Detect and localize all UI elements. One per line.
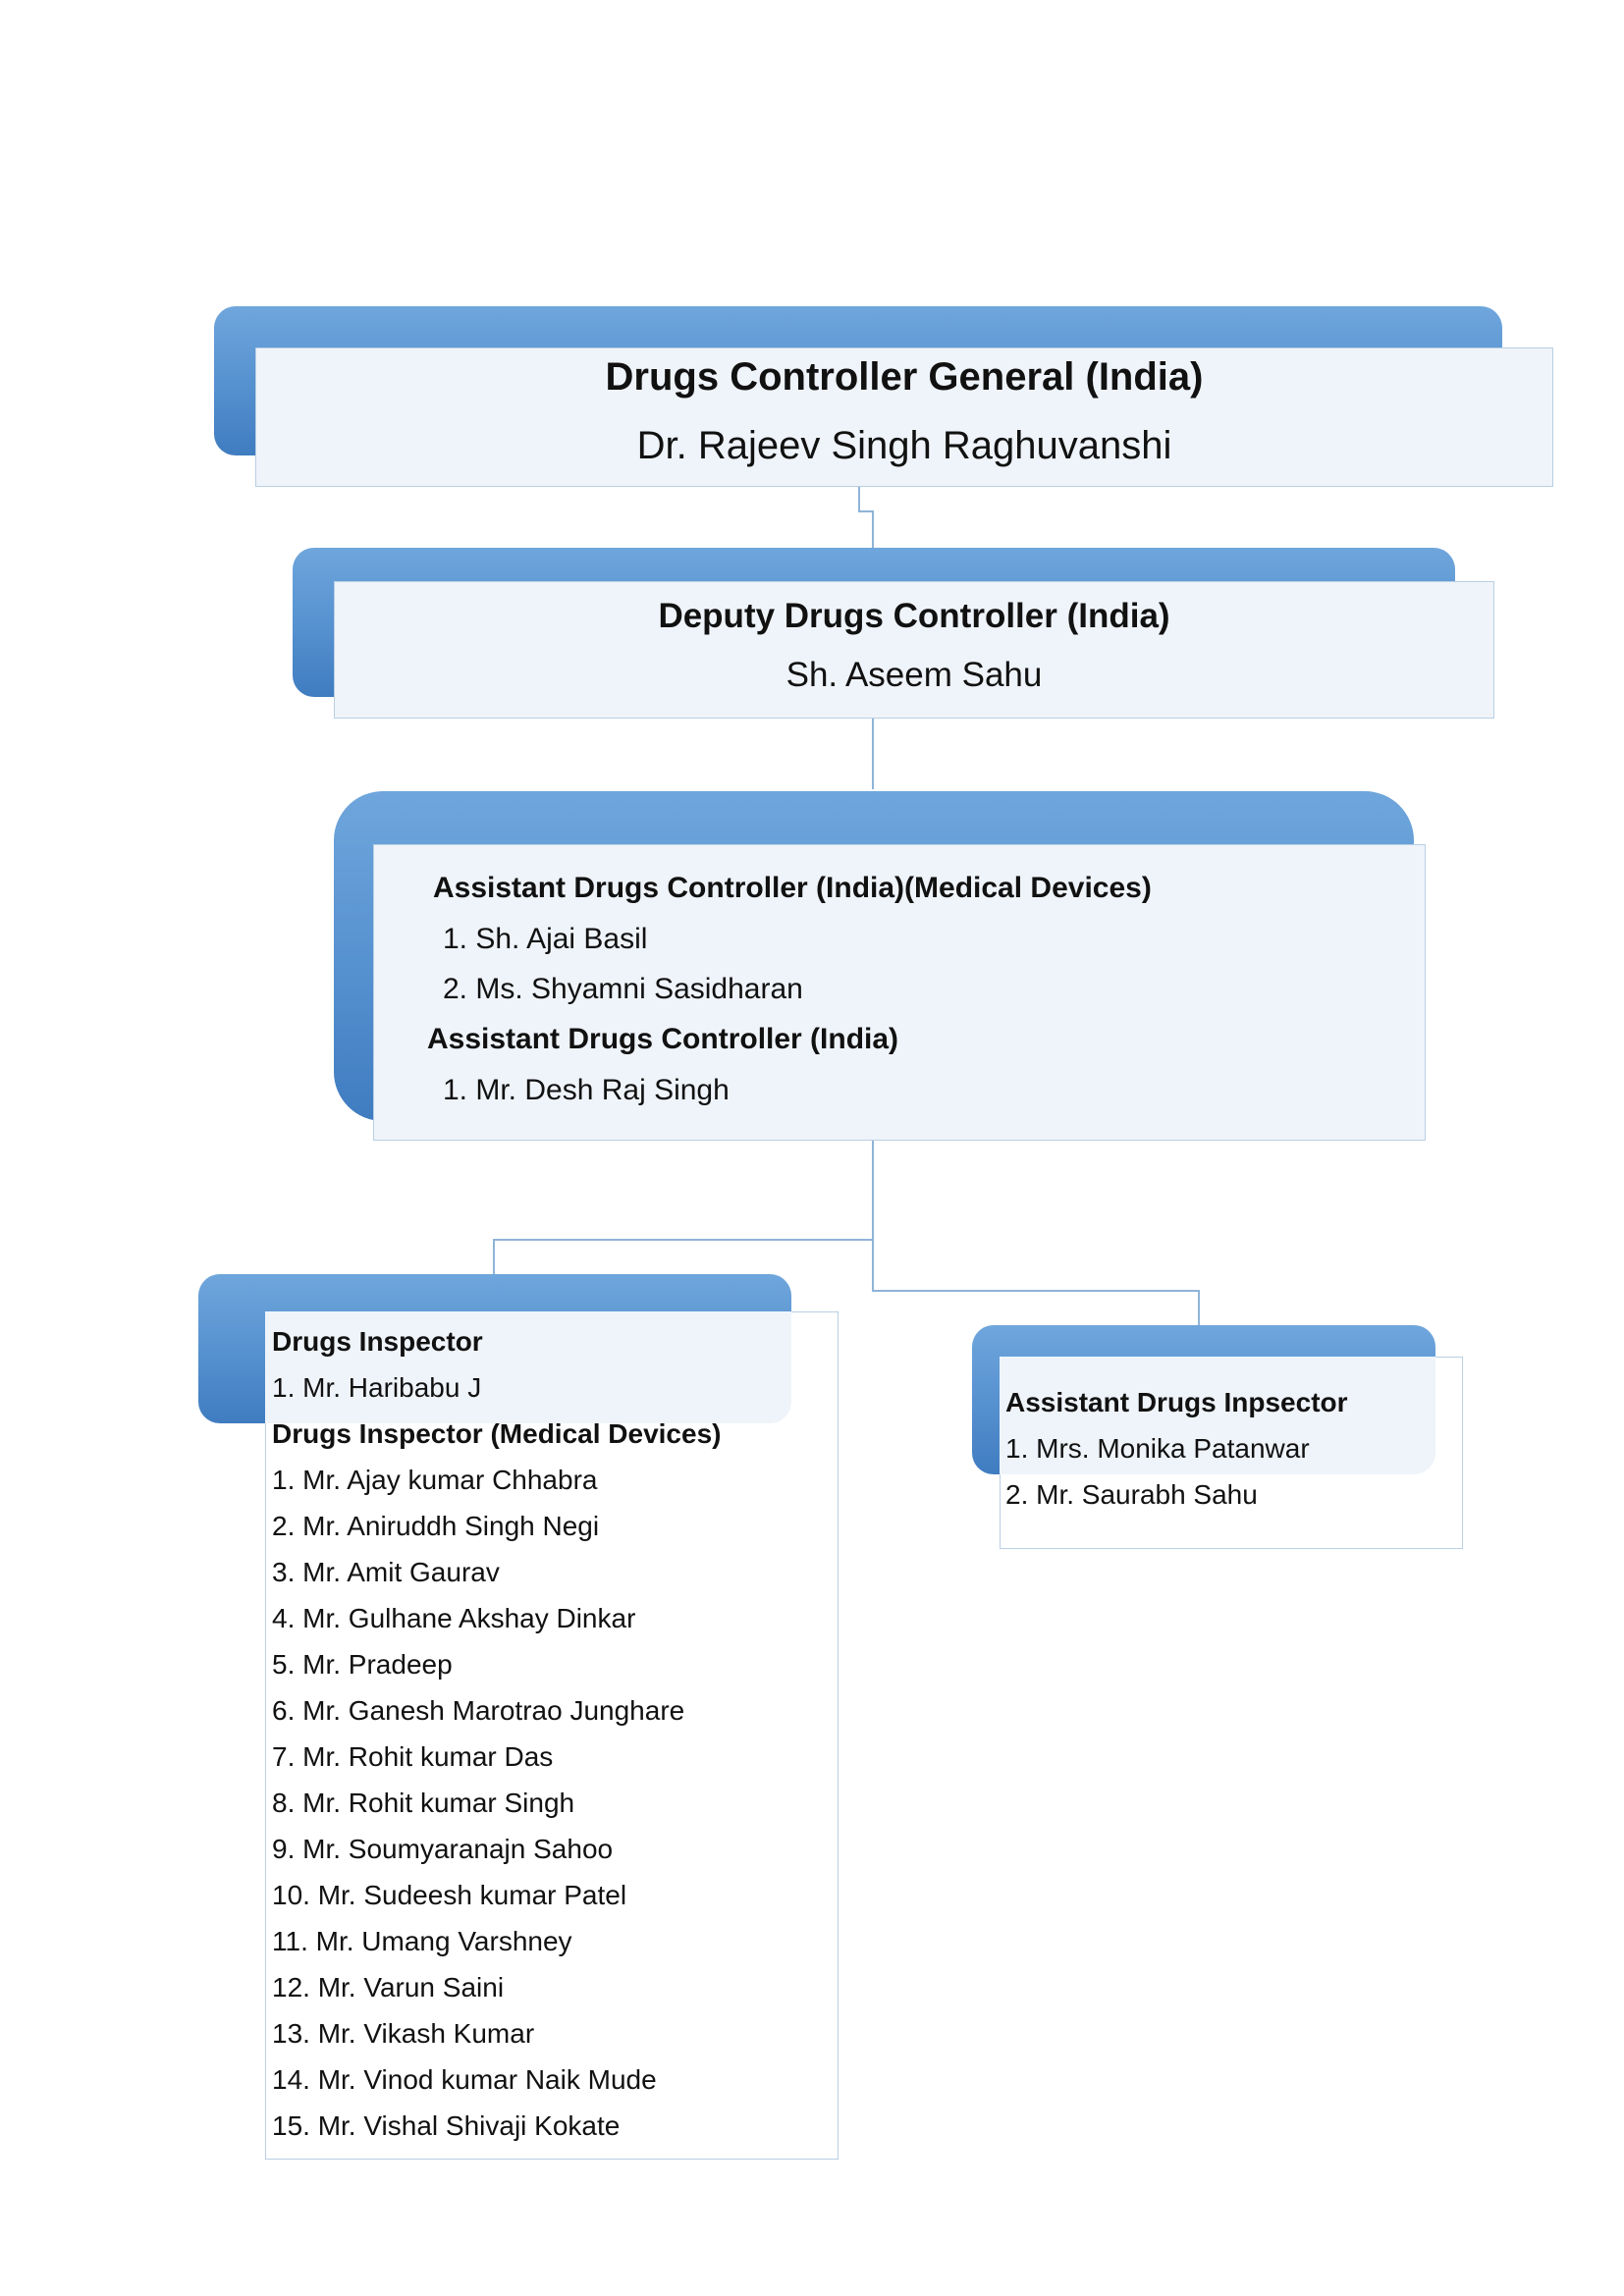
adc-heading: Assistant Drugs Controller (India) — [427, 1023, 899, 1055]
di-md-member: 2. Mr. Aniruddh Singh Negi — [272, 1511, 600, 1541]
adc-md-member: 1. Sh. Ajai Basil — [443, 923, 648, 955]
di-md-member: 9. Mr. Soumyaranajn Sahoo — [272, 1834, 614, 1864]
node-dcgi-title: Drugs Controller General (India) — [605, 355, 1204, 399]
di-md-member: 7. Mr. Rohit kumar Das — [272, 1741, 554, 1772]
di-md-member: 14. Mr. Vinod kumar Naik Mude — [272, 2064, 657, 2095]
adi-member: 1. Mrs. Monika Patanwar — [1005, 1433, 1310, 1464]
di-md-member: 15. Mr. Vishal Shivaji Kokate — [272, 2110, 621, 2141]
connector-ddc-adc — [872, 719, 874, 789]
di-md-member: 6. Mr. Ganesh Marotrao Junghare — [272, 1695, 685, 1726]
di-md-member: 3. Mr. Amit Gaurav — [272, 1557, 500, 1587]
di-md-member: 12. Mr. Varun Saini — [272, 1972, 505, 2002]
di-member: 1. Mr. Haribabu J — [272, 1372, 482, 1403]
di-md-heading: Drugs Inspector (Medical Devices) — [272, 1418, 722, 1449]
node-ddc-name: Sh. Aseem Sahu — [785, 656, 1043, 694]
di-md-member: 13. Mr. Vikash Kumar — [272, 2018, 535, 2049]
di-md-member: 10. Mr. Sudeesh kumar Patel — [272, 1880, 627, 1910]
node-ddc-title: Deputy Drugs Controller (India) — [658, 597, 1170, 635]
adc-member: 1. Mr. Desh Raj Singh — [443, 1074, 730, 1106]
node-dcgi-name: Dr. Rajeev Singh Raghuvanshi — [636, 424, 1172, 467]
adc-md-member: 2. Ms. Shyamni Sasidharan — [443, 973, 803, 1005]
di-md-member: 8. Mr. Rohit kumar Singh — [272, 1788, 575, 1818]
adi-heading: Assistant Drugs Inpsector — [1005, 1387, 1348, 1417]
di-heading: Drugs Inspector — [272, 1326, 483, 1357]
di-md-member: 5. Mr. Pradeep — [272, 1649, 453, 1680]
di-md-member: 1. Mr. Ajay kumar Chhabra — [272, 1465, 598, 1495]
di-md-member: 4. Mr. Gulhane Akshay Dinkar — [272, 1603, 636, 1633]
adc-md-heading: Assistant Drugs Controller (India)(Medical Devices) — [433, 872, 1152, 904]
adi-member: 2. Mr. Saurabh Sahu — [1005, 1479, 1258, 1510]
di-md-member: 11. Mr. Umang Varshney — [272, 1926, 572, 1956]
